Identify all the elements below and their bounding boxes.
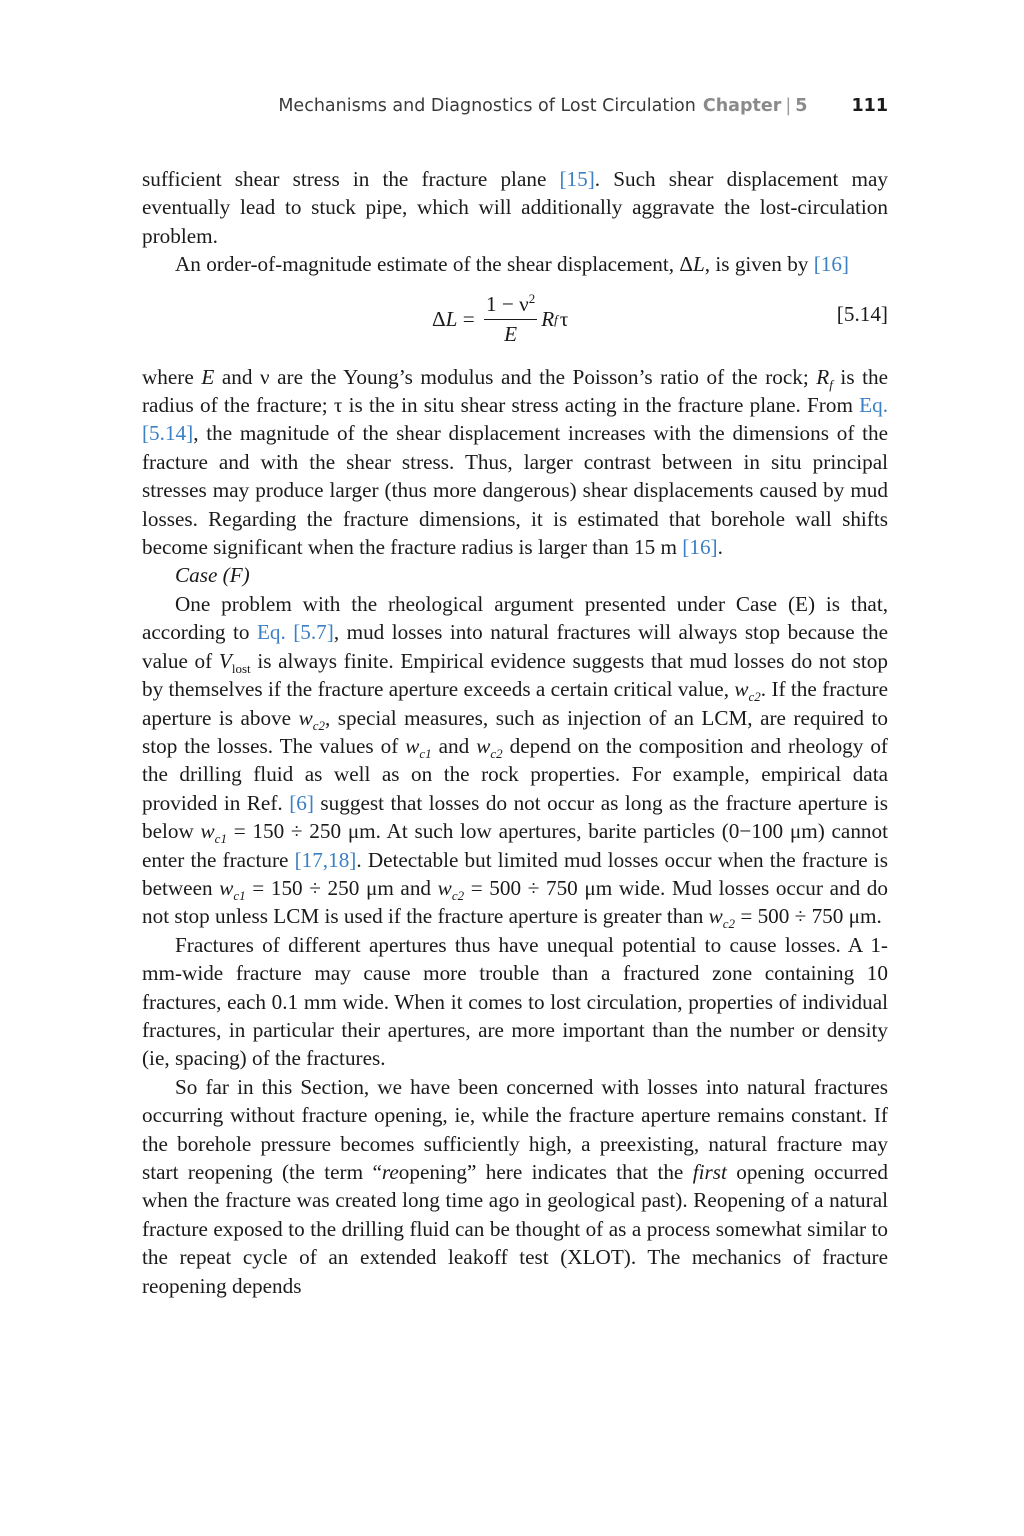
math-subscript: c1: [233, 887, 246, 903]
fraction-denominator: E: [504, 322, 518, 347]
case-heading-text: Case (F): [175, 563, 250, 588]
math-subscript: f: [829, 376, 833, 392]
text-run: is always finite. Empirical evidence suggests that mud losses do not stop by themselves if the fracture aperture exceeds a certain critical value,: [142, 648, 888, 702]
math-symbol: Δ: [432, 307, 446, 332]
paragraph: [142, 363, 888, 562]
equation-body: Δ L = $\frac{1 - \nu^2}{E}$ R f τ: [432, 291, 569, 347]
text-run: where: [142, 364, 202, 389]
equals-sign: =: [457, 307, 480, 332]
text-run: is the radius of the fracture; τ is the in situ shear stress acting in the fracture plane. From: [142, 364, 888, 418]
text-run: = 500 ÷ 750 μm.: [735, 904, 882, 929]
emphasis: first: [692, 1160, 727, 1184]
text-run: = 150 ÷ 250 μm and: [245, 875, 438, 900]
text-run: , special measures, such as injection of an LCM, are required to stop the losses. The values of: [142, 705, 888, 758]
text-run: opening” here indicates that the: [398, 1160, 693, 1184]
text-run: = 150 ÷ 250 μm. At such low apertures, barite particles (0−100 μm) cannot enter the fracture: [142, 819, 888, 872]
running-head: [142, 96, 888, 122]
math-variable: w: [437, 875, 452, 900]
paragraph: [142, 590, 888, 931]
text-run: suggest that losses do not occur as long as the fracture aperture is below: [142, 790, 888, 844]
text-run: and: [431, 733, 477, 758]
equation-number: [5.14]: [836, 301, 888, 326]
math-exponent: 2: [528, 291, 536, 307]
text-run: . Detectable but limited mud losses occur when the fracture is between: [142, 847, 888, 900]
text-run: , mud losses into natural fractures will always stop because the value of: [142, 620, 888, 673]
math-variable: L: [693, 252, 705, 277]
emphasis: re: [381, 1160, 399, 1184]
text-run: An order-of-magnitude estimate of the shear displacement, Δ: [175, 252, 693, 277]
math-variable: V: [218, 648, 232, 673]
fraction-numerator: [484, 291, 537, 320]
running-head-separator: |: [785, 96, 792, 116]
fraction: [484, 291, 537, 348]
equation-link[interactable]: Eq. [5.7]: [256, 620, 334, 645]
math-variable: w: [708, 904, 723, 929]
math-subscript: c1: [214, 831, 227, 847]
math-variable: R: [541, 307, 555, 332]
text-run: One problem with the rheological argument presented under Case (E) is that, according to: [142, 591, 888, 645]
math-variable: R: [816, 364, 830, 389]
paragraph: [142, 1073, 888, 1300]
citation-link[interactable]: [15]: [559, 167, 595, 191]
display-equation: [142, 279, 888, 363]
body-text: [142, 165, 888, 1300]
text-run: = 500 ÷ 750 μm wide. Mud losses occur and do not stop unless LCM is used if the fracture aperture is greater than: [142, 875, 888, 929]
math-subscript: lost: [231, 660, 251, 676]
paragraph: [142, 250, 888, 278]
math-subscript: c2: [748, 689, 761, 705]
running-head-title: Mechanisms and Diagnostics of Lost Circulation: [278, 96, 696, 116]
equation-link[interactable]: Eq. [5.14]: [142, 393, 888, 446]
math-subscript: c2: [490, 745, 503, 761]
text-run: sufficient shear stress in the fracture plane: [142, 167, 560, 191]
citation-link[interactable]: [16]: [813, 252, 849, 277]
math-subscript: c2: [722, 916, 736, 932]
text-run: . If the fracture aperture is above: [142, 677, 889, 730]
citation-link[interactable]: [17,18]: [294, 847, 357, 872]
text-run: , is given by: [704, 252, 814, 277]
math-variable: L: [445, 307, 458, 332]
math-text: 1 − ν: [485, 292, 529, 317]
math-symbol: τ: [559, 307, 569, 332]
citation-link[interactable]: [16]: [682, 535, 718, 560]
math-subscript: c1: [419, 745, 432, 761]
math-variable: w: [476, 733, 491, 758]
text-run: .: [717, 535, 723, 560]
text-run: . Such shear displacement may eventually lead to stuck pipe, which will additionally aggravate the lost-circulation problem.: [142, 167, 888, 248]
chapter-label: Chapter: [702, 96, 782, 116]
math-variable: w: [298, 705, 313, 730]
math-variable: w: [405, 733, 420, 758]
citation-link[interactable]: [6]: [289, 790, 314, 815]
paragraph: Fractures of different apertures thus have unequal potential to cause losses. A 1-mm-wide fracture may cause more trouble than a fractured zone containing 10 fractures, each 0.1 mm wide. When it comes to lost circulation, properties of individual fractures, in particular their apertures, are more important than the number or density (ie, spacing) of the fractures.: [142, 932, 888, 1071]
text-run: depend on the composition and rheology of the drilling fluid as well as on the rock properties. For example, empirical data provided in Ref.: [142, 733, 888, 815]
text-run: So far in this Section, we have been concerned with losses into natural fractures occurring without fracture opening, ie, while the fracture aperture remains constant. If the borehole pressure becomes sufficiently high, a preexisting, natural fracture may start reopening (the term “: [142, 1074, 888, 1184]
chapter-number: 5: [795, 96, 808, 116]
math-variable: w: [219, 875, 234, 900]
math-subscript: c2: [451, 887, 465, 903]
math-variable: E: [201, 364, 215, 389]
text-run: opening occurred when the fracture was created long time ago in geological past). Reopening of a natural fracture exposed to the drilling fluid can be thought of as a process somewhat similar to the repeat cycle of an extended leakoff test (XLOT). The mechanics of fracture reopening depends: [142, 1160, 888, 1298]
case-heading: [142, 561, 888, 589]
page-number: 111: [851, 96, 888, 116]
math-subscript: c2: [312, 717, 325, 733]
math-variable: w: [734, 677, 749, 702]
math-variable: w: [200, 819, 215, 844]
text-run: and ν are the Young’s modulus and the Poisson’s ratio of the rock;: [214, 364, 817, 389]
paragraph: [142, 165, 888, 250]
text-run: , the magnitude of the shear displacement increases with the dimensions of the fracture and with the shear stress. Thus, larger contrast between in situ principal stresses may produce larger (thus more dangerous) shear displacements caused by mud losses. Regarding the fracture dimensions, it is estimated that borehole wall shifts become significant when the fracture radius is larger than 15 m: [142, 421, 888, 560]
